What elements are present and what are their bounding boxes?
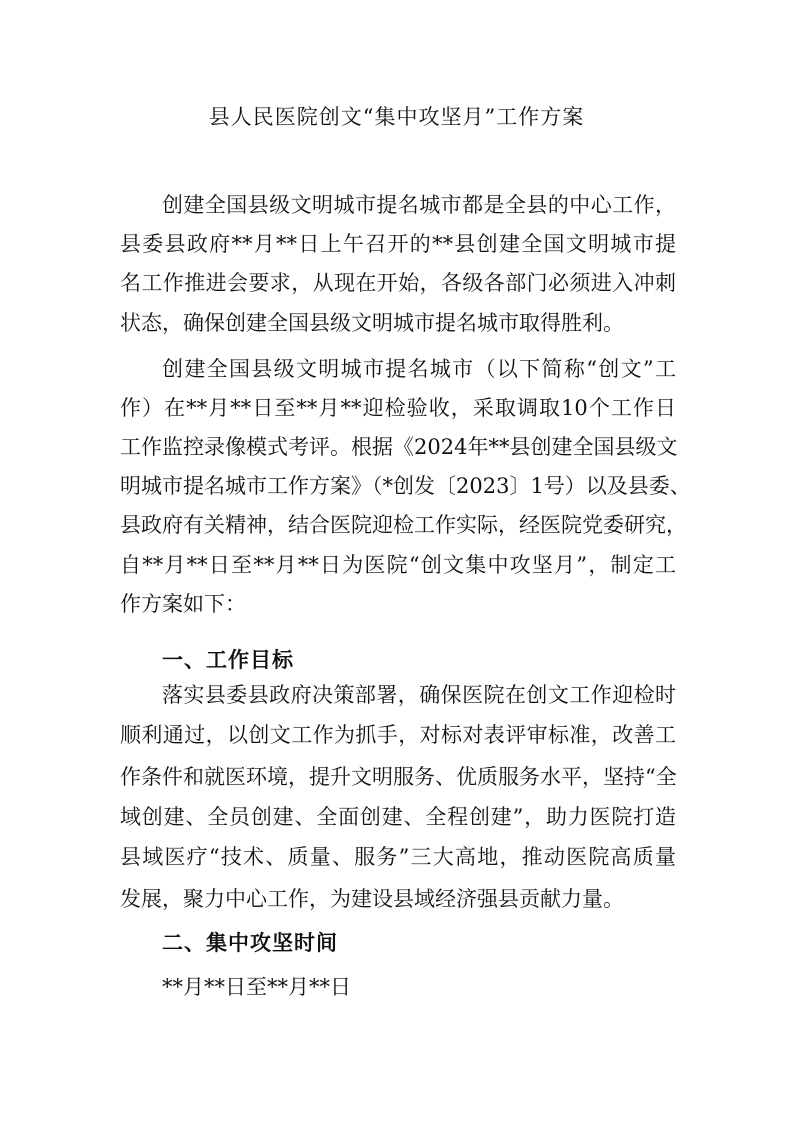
paragraph-2-line-5: 县政府有关精神，结合医院迎检工作实际，经医院党委研究，	[120, 513, 687, 537]
paragraph-1-line-3: 名工作推进会要求，从现在开始，各级各部门必须进入冲刺	[120, 271, 676, 295]
paragraph-3-line-3: 作条件和就医环境，提升文明服务、优质服务水平，坚持“全	[120, 765, 677, 789]
paragraph-2-line-2: 作）在**月**日至**月**迎检验收，采取调取10个工作日	[120, 396, 676, 420]
paragraph-2-line-7: 作方案如下：	[120, 592, 246, 616]
paragraph-2-line-1: 创建全国县级文明城市提名城市（以下简称“创文”工	[162, 357, 676, 381]
paragraph-2-line-6: 自**月**日至**月**日为医院“创文集中攻坚月”，制定工	[120, 553, 676, 577]
paragraph-2-line-4: 明城市提名城市工作方案》（*创发〔2023〕1号）以及县委、	[120, 474, 691, 498]
document-title: 县人民医院创文“集中攻坚月”工作方案	[208, 105, 585, 129]
time-range-text: **月**日至**月**日	[162, 975, 351, 999]
paragraph-1-line-2: 县委县政府**月**日上午召开的**县创建全国文明城市提	[120, 232, 676, 256]
paragraph-1-line-1: 创建全国县级文明城市提名城市都是全县的中心工作，	[162, 193, 676, 217]
section-heading-1: 一、工作目标	[162, 647, 294, 672]
paragraph-1-line-4: 状态，确保创建全国县级文明城市提名城市取得胜利。	[120, 311, 624, 335]
section-heading-2: 二、集中攻坚时间	[162, 930, 338, 955]
paragraph-3-line-5: 县域医疗“技术、质量、服务”三大高地，推动医院高质量	[120, 845, 676, 869]
paragraph-3-line-2: 顺利通过，以创文工作为抓手，对标对表评审标准，改善工	[120, 723, 676, 747]
paragraph-3-line-6: 发展，聚力中心工作，为建设县域经济强县贡献力量。	[120, 887, 624, 911]
paragraph-3-line-1: 落实县委县政府决策部署，确保医院在创文工作迎检时	[162, 683, 676, 707]
paragraph-2-line-3: 工作监控录像模式考评。根据《2024年**县创建全国县级文	[120, 435, 678, 459]
paragraph-3-line-4: 域创建、全员创建、全面创建、全程创建”，助力医院打造	[120, 805, 676, 829]
